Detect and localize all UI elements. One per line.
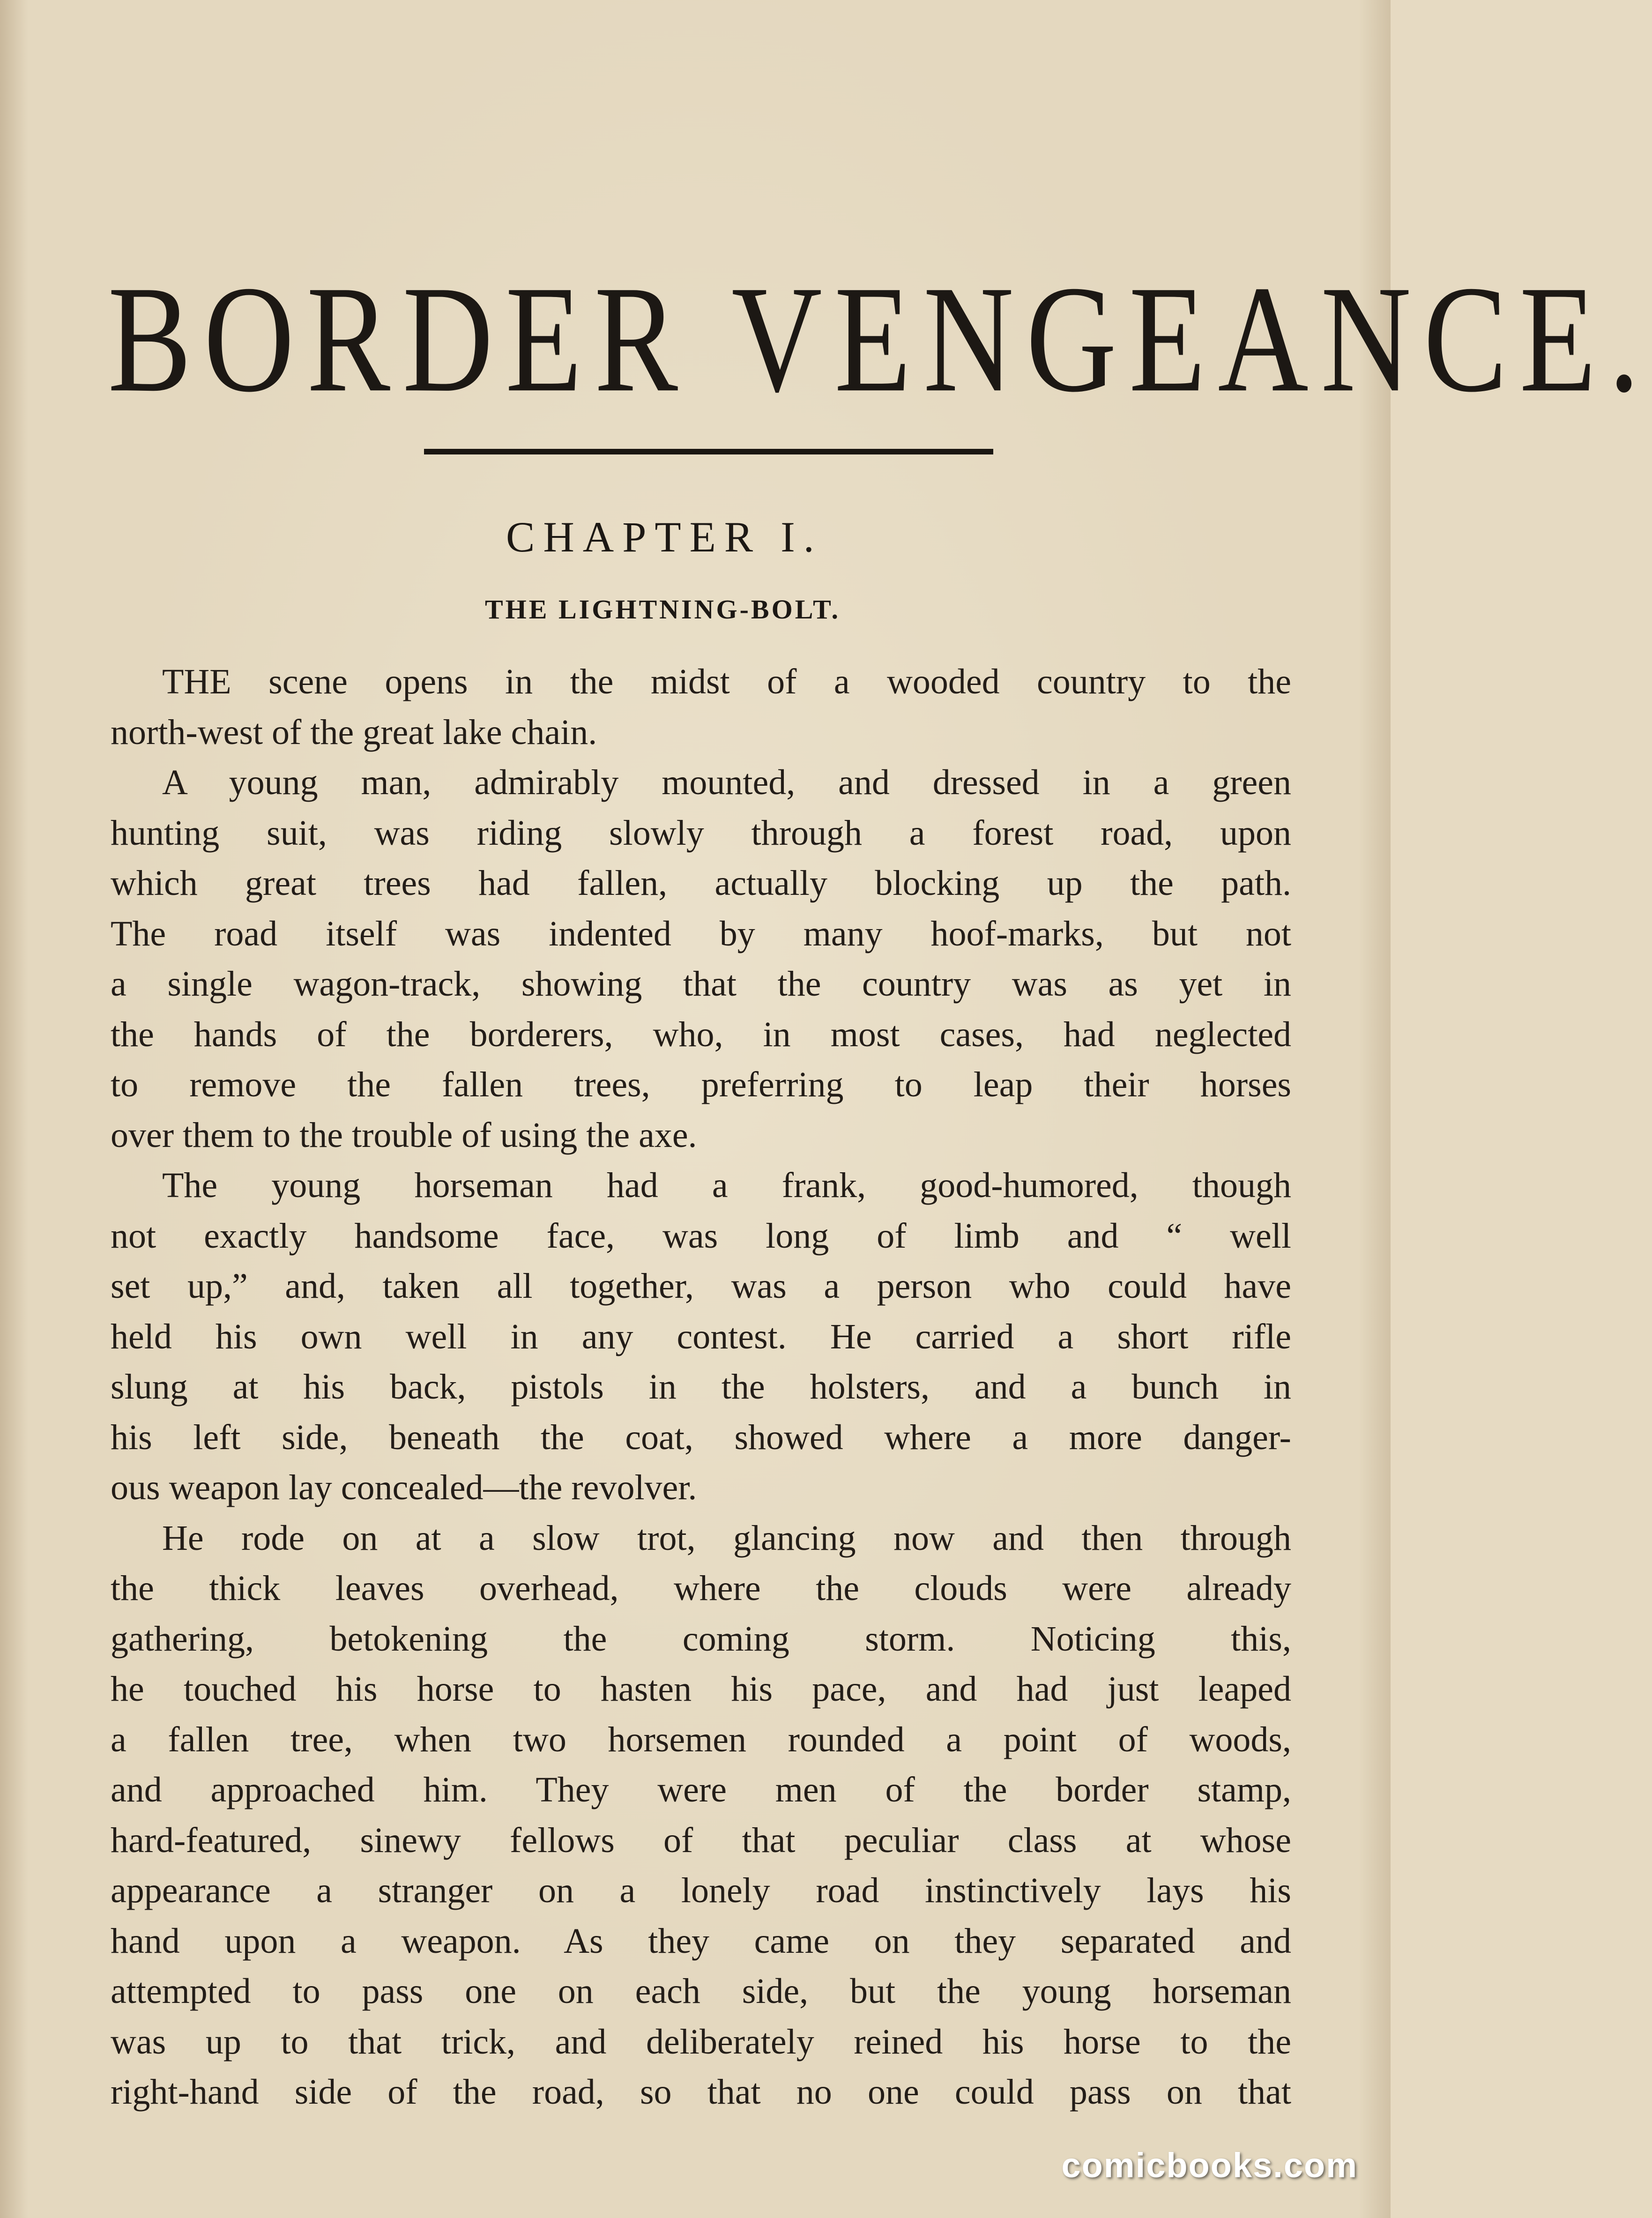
text-line: he touched his horse to hasten his pace, and had just leaped (111, 1669, 1291, 1709)
text-line: which great trees had fallen, actually blocking up the path. (111, 863, 1291, 903)
text-line: to remove the fallen trees, preferring to leap their horses (111, 1065, 1291, 1104)
text-line: slung at his back, pistols in the holsters, and a bunch in (111, 1367, 1291, 1407)
text-line: over them to the trouble of using the axe. (111, 1115, 697, 1155)
text-line: appearance a stranger on a lonely road instinctively lays his (111, 1871, 1291, 1910)
text-line: his left side, beneath the coat, showed where a more danger- (111, 1417, 1291, 1457)
text-line: hand upon a weapon. As they came on they separated and (111, 1921, 1291, 1961)
text-line: set up,” and, taken all together, was a person who could have (111, 1266, 1291, 1306)
text-line: right-hand side of the road, so that no one could pass on that (111, 2072, 1291, 2112)
text-line: a fallen tree, when two horsemen rounded a point of woods, (111, 1719, 1291, 1759)
text-line: north-west of the great lake chain. (111, 712, 597, 752)
text-line: a single wagon-track, showing that the country was as yet in (111, 964, 1291, 1004)
text-line: A young man, admirably mounted, and dressed in a green (162, 763, 1291, 802)
text-line: was up to that trick, and deliberately reined his horse to the (111, 2022, 1291, 2062)
text-line: held his own well in any contest. He carried a short rifle (111, 1317, 1291, 1356)
title-divider (424, 449, 993, 454)
text-line: not exactly handsome face, was long of limb and “ well (111, 1216, 1291, 1256)
chapter-heading: CHAPTER I. (506, 513, 823, 561)
text-line: ous weapon lay concealed—the revolver. (111, 1468, 697, 1507)
chapter-subtitle: THE LIGHTNING-BOLT. (485, 594, 841, 625)
text-line: hard-featured, sinewy fellows of that peculiar class at whose (111, 1820, 1291, 1860)
site-watermark: comicbooks.com (1061, 2146, 1358, 2185)
text-line: hunting suit, was riding slowly through a forest road, upon (111, 813, 1291, 853)
text-line: The road itself was indented by many hoof-marks, but not (111, 914, 1291, 953)
text-line: the hands of the borderers, who, in most cases, had neglected (111, 1014, 1291, 1054)
chapter-body (111, 657, 1291, 2118)
text-line: the thick leaves overhead, where the clouds were already (111, 1569, 1291, 1608)
text-line: The young horseman had a frank, good-humored, though (162, 1166, 1291, 1205)
text-line: He rode on at a slow trot, glancing now and then through (162, 1518, 1291, 1558)
text-line: gathering, betokening the coming storm. Noticing this, (111, 1619, 1291, 1659)
text-line: THE scene opens in the midst of a wooded country to the (162, 662, 1291, 701)
book-title: BORDER VENGEANCE. (108, 253, 1652, 424)
text-line: and approached him. They were men of the border stamp, (111, 1770, 1291, 1809)
text-line: attempted to pass one on each side, but the young horseman (111, 1972, 1291, 2011)
